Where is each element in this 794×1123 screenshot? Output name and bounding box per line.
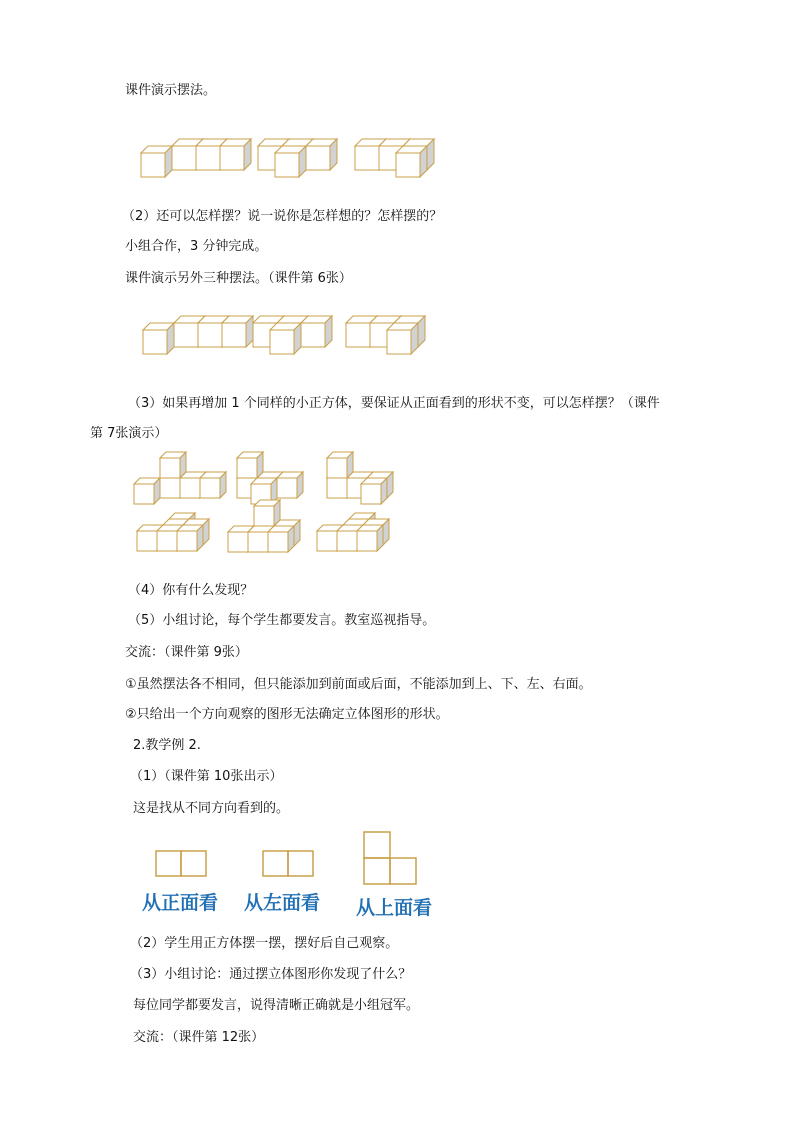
text-line-exchange-12: 交流：（课件第 12张） bbox=[133, 1030, 265, 1045]
cube-figure bbox=[347, 128, 442, 178]
cube-figure bbox=[140, 128, 235, 178]
cube-figure bbox=[250, 128, 345, 178]
cube-figure bbox=[338, 305, 433, 355]
top-view-drawing bbox=[363, 831, 421, 889]
text-line-exchange-9: 交流：（课件第 9张） bbox=[125, 645, 248, 660]
text-line-slide-10: （1）（课件第 10张出示） bbox=[130, 769, 283, 784]
text-line-question-5: （5）小组讨论，每个学生都要发言。教室巡视指导。 bbox=[128, 613, 436, 628]
left-view-drawing bbox=[262, 850, 317, 880]
text-line-finding-1: ①虽然摆法各不相同，但只能添加到前面或后面，不能添加到上、下、左、右面。 bbox=[125, 677, 592, 692]
cube-figure bbox=[136, 507, 221, 552]
text-line-demo: 课件演示摆法。 bbox=[125, 83, 217, 98]
cube-figure bbox=[245, 305, 340, 355]
cube-figure bbox=[227, 505, 312, 553]
cube-figure bbox=[133, 455, 218, 505]
text-line-finding-2: ②只给出一个方向观察的图形无法确定立体图形的形状。 bbox=[125, 707, 449, 722]
left-view-label: 从左面看 bbox=[244, 892, 321, 914]
text-line-champion: 每位同学都要发言，说得清晰正确就是小组冠军。 bbox=[133, 998, 420, 1013]
cube-figure bbox=[320, 455, 405, 505]
text-line-views-intro: 这是找从不同方向看到的。 bbox=[133, 801, 290, 816]
text-line-question-3: （3）如果再增加 1 个同样的小正方体，要保证从正面看到的形状不变，可以怎样摆？（课件 bbox=[128, 396, 660, 411]
front-view-label: 从正面看 bbox=[142, 892, 219, 914]
cube-figure bbox=[230, 455, 315, 505]
text-line-build: （2）学生用正方体摆一摆，摆好后自己观察。 bbox=[130, 936, 399, 951]
cube-figure bbox=[316, 507, 401, 552]
text-line-question-3-cont: 第 7张演示） bbox=[90, 426, 168, 441]
text-line-discuss: （3）小组讨论：通过摆立体图形你发现了什么？ bbox=[130, 967, 412, 982]
text-line-question-2: （2）还可以怎样摆？说一说你是怎样想的？怎样摆的？ bbox=[122, 209, 443, 224]
front-view-drawing bbox=[155, 850, 210, 880]
text-line-question-4: （4）你有什么发现？ bbox=[128, 583, 254, 598]
text-line-group-work: 小组合作，3 分钟完成。 bbox=[125, 239, 268, 254]
text-line-example-2: 2.教学例 2. bbox=[133, 738, 201, 753]
cube-figure bbox=[142, 305, 237, 355]
text-line-demo-three: 课件演示另外三种摆法。（课件第 6张） bbox=[125, 271, 352, 286]
top-view-label: 从上面看 bbox=[356, 897, 433, 919]
